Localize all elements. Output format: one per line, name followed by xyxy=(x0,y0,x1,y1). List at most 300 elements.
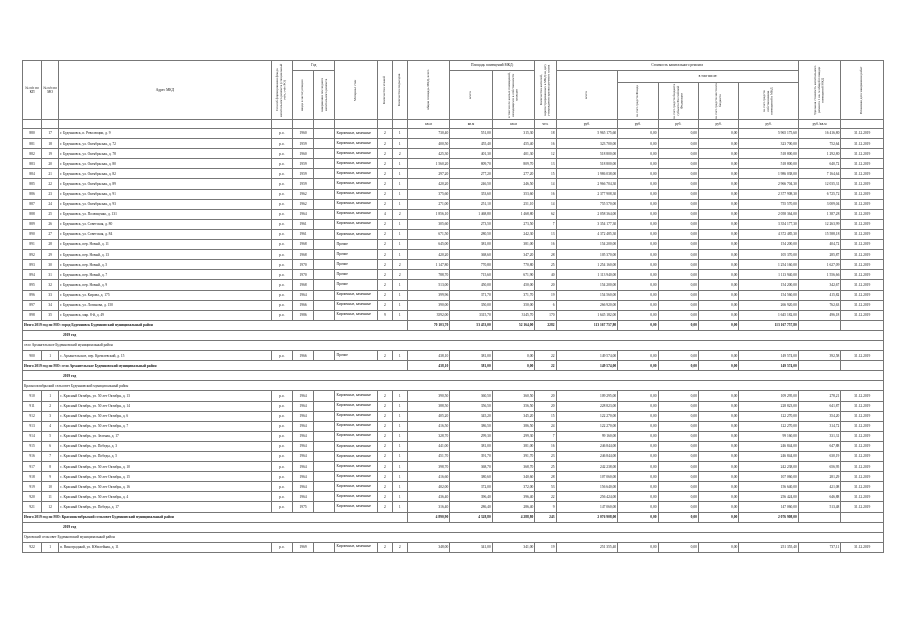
table-cell: 1 xyxy=(392,240,407,250)
table-cell: 277,20 xyxy=(492,169,535,179)
table-cell xyxy=(314,300,335,310)
table-cell: 401,30 xyxy=(450,149,493,159)
header-cell: за счет средств местного бюджета xyxy=(698,83,738,120)
table-cell: 1986 xyxy=(292,310,313,320)
table-cell: 53 xyxy=(535,482,556,492)
table-cell: 31.12.2019 xyxy=(841,290,884,300)
table-cell: 1 254 160,00 xyxy=(556,260,618,270)
table-row xyxy=(23,351,884,361)
total-cell: 2282 xyxy=(535,320,556,330)
table-cell: 0,00 xyxy=(618,492,658,502)
table-cell: 0,00 xyxy=(658,159,698,169)
table-cell: 314,72 xyxy=(798,421,841,431)
table-cell xyxy=(314,472,335,482)
table-cell: 31.12.2019 xyxy=(841,169,884,179)
table-cell: 0,00 xyxy=(658,351,698,361)
table-row xyxy=(23,401,884,411)
table-cell: 156 640,00 xyxy=(739,482,799,492)
table-cell: 0,00 xyxy=(618,199,658,209)
table-cell: 154 200,00 xyxy=(556,240,618,250)
table-cell: 0,00 xyxy=(658,401,698,411)
table-cell: 1960 xyxy=(292,129,313,139)
table-cell: 900 xyxy=(23,351,42,361)
table-cell: Кирпичные, каменные xyxy=(335,219,378,229)
table-cell: р.о. xyxy=(271,472,292,482)
table-cell: 1 xyxy=(392,492,407,502)
table-cell: 2 xyxy=(377,401,392,411)
table-cell: 0,00 xyxy=(658,209,698,219)
table-cell: 328,70 xyxy=(407,431,450,441)
total-cell: 113 167 757,80 xyxy=(556,320,618,330)
table-cell: 23 xyxy=(535,452,556,462)
total-cell: 4 328,80 xyxy=(450,512,493,522)
table-cell: 0,00 xyxy=(698,209,738,219)
table-cell: 2 xyxy=(377,391,392,401)
table-cell: 31.12.2019 xyxy=(841,310,884,320)
table-cell: 246 844,00 xyxy=(739,452,799,462)
table-cell: 31.12.2019 xyxy=(841,149,884,159)
table-cell xyxy=(314,441,335,451)
table-cell: 1964 xyxy=(292,452,313,462)
table-cell: 372,00 xyxy=(450,482,493,492)
header-cell: в том числе: xyxy=(618,71,799,83)
table-cell: 0,00 xyxy=(618,139,658,149)
table-cell: 396,40 xyxy=(450,492,493,502)
table-cell: 0,00 xyxy=(618,542,658,552)
table-row xyxy=(23,502,884,512)
table-cell: 26 xyxy=(42,219,59,229)
empty-cell xyxy=(841,512,884,522)
table-cell: 0,00 xyxy=(658,240,698,250)
table-cell: 0,00 xyxy=(618,472,658,482)
header-cell: Плановая дата завершения работ xyxy=(841,61,884,120)
total-cell: 2 076 908,00 xyxy=(556,512,618,522)
table-cell: 0,00 xyxy=(618,351,658,361)
table-cell: с. Красный Октябрь, ул. 50 лет Октября, д. 13 xyxy=(59,391,272,401)
table-cell: 2 xyxy=(377,421,392,431)
table-cell: 1 xyxy=(392,351,407,361)
table-cell: 1964 xyxy=(292,209,313,219)
table-cell: 0,00 xyxy=(658,179,698,189)
total-cell: 149 574,00 xyxy=(556,361,618,371)
table-cell: 11 xyxy=(42,492,59,502)
header-cell: за счет средств бюджета субъекта Российской Федерации xyxy=(658,83,698,120)
total-cell: 0,00 xyxy=(618,512,658,522)
total-cell: 381,00 xyxy=(450,361,493,371)
table-cell: 0,00 xyxy=(658,391,698,401)
table-cell xyxy=(314,492,335,502)
table-cell: 388,50 xyxy=(407,401,450,411)
table-cell: 19 xyxy=(535,542,556,552)
table-cell: 1 xyxy=(392,129,407,139)
table-cell: 896 xyxy=(23,290,42,300)
table-cell: с. Красный Октябрь, ул. Победы, д. 5 xyxy=(59,452,272,462)
table-row xyxy=(23,290,884,300)
table-row xyxy=(23,129,884,139)
table-cell: 31.12.2019 xyxy=(841,462,884,472)
table-cell: 2 xyxy=(377,452,392,462)
table-cell: 2 xyxy=(377,411,392,421)
table-cell: 402,00 xyxy=(407,482,450,492)
table-row xyxy=(23,149,884,159)
table-cell: г. Буденновск, ул. Октябрьская, д. 93 xyxy=(59,199,272,209)
table-cell: 31.12.2019 xyxy=(841,502,884,512)
table-cell: 299,30 xyxy=(450,431,493,441)
table-cell: 1 xyxy=(392,502,407,512)
table-row xyxy=(23,229,884,239)
table-cell: 2 xyxy=(377,472,392,482)
table-body xyxy=(23,129,884,553)
table-cell: 911 xyxy=(23,401,42,411)
table-cell: р.о. xyxy=(271,139,292,149)
table-cell: 788,70 xyxy=(407,270,450,280)
table-cell: 342,67 xyxy=(798,280,841,290)
table-cell xyxy=(314,229,335,239)
table-cell: 1 xyxy=(392,290,407,300)
table-cell: 0,00 xyxy=(698,431,738,441)
total-cell: 0,00 xyxy=(492,361,535,371)
table-cell: 348,00 xyxy=(407,542,450,552)
table-cell: г. Буденновск, ул. Октябрьская, д. 91 xyxy=(59,189,272,199)
total-row xyxy=(23,512,884,522)
table-cell: 0,00 xyxy=(618,169,658,179)
table-cell: Кирпичные, каменные xyxy=(335,129,378,139)
table-cell: 350,00 xyxy=(450,300,493,310)
table-cell: 0,00 xyxy=(658,310,698,320)
header-cell: Удельная стоимость капитального ремонта 1 кв. м общей площади помещений МКД xyxy=(798,61,841,120)
table-cell: г. Буденновск, пер. Новый, д. 5 xyxy=(59,260,272,270)
table-cell: 372,00 xyxy=(492,482,535,492)
table-cell: 3 354 177,30 xyxy=(739,219,799,229)
empty-cell xyxy=(841,361,884,371)
table-cell xyxy=(314,462,335,472)
table-cell: 156 640,00 xyxy=(556,482,618,492)
table-cell: 425,30 xyxy=(407,149,450,159)
total-cell: 53 453,00 xyxy=(450,320,493,330)
table-cell: Прочие xyxy=(335,351,378,361)
table-cell: 5 xyxy=(42,431,59,441)
table-cell: 0,00 xyxy=(658,482,698,492)
empty-cell xyxy=(798,512,841,522)
table-cell: 354,20 xyxy=(798,411,841,421)
table-cell xyxy=(314,411,335,421)
table-cell: 1968 xyxy=(292,280,313,290)
table-cell: 910 xyxy=(23,391,42,401)
table-cell: 518 800,00 xyxy=(739,159,799,169)
table-cell: 1 xyxy=(392,139,407,149)
table-cell: 29 xyxy=(42,250,59,260)
table-cell: 0,00 xyxy=(618,270,658,280)
table-cell: 1961 xyxy=(292,229,313,239)
header-cell: Площадь помещений МКД: xyxy=(450,61,535,71)
table-cell: 147 060,00 xyxy=(556,502,618,512)
table-cell: 1 xyxy=(392,472,407,482)
table-cell: р.о. xyxy=(271,169,292,179)
table-cell: с. Красный Октябрь, ул. Зеленая, д. 17 xyxy=(59,431,272,441)
total-row xyxy=(23,361,884,371)
table-cell: 755 570,00 xyxy=(556,199,618,209)
table-cell: 2 xyxy=(392,149,407,159)
table-cell: 31.12.2019 xyxy=(841,391,884,401)
total-label: Итого 2019 год по МО: город Буденновск Буденновский муниципальный район xyxy=(23,320,408,330)
header-cell: всего xyxy=(556,71,618,120)
table-cell: 1 xyxy=(392,482,407,492)
table-cell: 1 xyxy=(392,179,407,189)
table-cell: 1 468,80 xyxy=(450,209,493,219)
table-cell: 4 xyxy=(377,209,392,219)
table-cell: 392,58 xyxy=(798,351,841,361)
table-cell: 656,95 xyxy=(798,462,841,472)
table-cell: 6 xyxy=(535,300,556,310)
table-cell: 0,00 xyxy=(618,421,658,431)
table-cell xyxy=(314,250,335,260)
header-cell: за счет средств Фонда xyxy=(618,83,658,120)
table-cell: 2 966 704,30 xyxy=(556,179,618,189)
table-cell: 228 823,00 xyxy=(739,401,799,411)
table-cell: 251,10 xyxy=(492,199,535,209)
table-cell: 893 xyxy=(23,260,42,270)
total-cell: 22 xyxy=(535,361,556,371)
table-cell: 371,70 xyxy=(450,290,493,300)
table-cell: 730,40 xyxy=(407,129,450,139)
table-cell: 323 700,00 xyxy=(556,139,618,149)
table-cell: 31 xyxy=(42,270,59,280)
table-cell: 266 920,00 xyxy=(739,300,799,310)
municipality-row xyxy=(23,532,884,542)
header-cell: в том числе жилых помещений, находящихся в собственности граждан xyxy=(492,71,535,120)
table-cell: 271,00 xyxy=(407,199,450,209)
table-cell: 2 xyxy=(377,492,392,502)
table-cell: 1 986 038,00 xyxy=(739,169,799,179)
table-cell: 2 xyxy=(377,189,392,199)
table-cell: 1 xyxy=(392,441,407,451)
header-cell: Адрес МКД xyxy=(59,61,272,120)
table-cell: 912 xyxy=(23,411,42,421)
section-year-row xyxy=(23,330,884,340)
table-cell: 2 xyxy=(377,290,392,300)
table-cell: 14 xyxy=(535,199,556,209)
table-cell: 24 xyxy=(535,421,556,431)
table-cell: Прочие xyxy=(335,260,378,270)
table-cell: 2 xyxy=(392,270,407,280)
table-cell: 0,00 xyxy=(618,391,658,401)
table-cell: 31.12.2019 xyxy=(841,401,884,411)
table-cell: 888 xyxy=(23,209,42,219)
table-cell: 1968 xyxy=(292,250,313,260)
table-row xyxy=(23,300,884,310)
table-cell: 1 xyxy=(392,452,407,462)
table-cell: 341,00 xyxy=(492,542,535,552)
table-cell: 1 986 038,00 xyxy=(556,169,618,179)
table-cell: р.о. xyxy=(271,240,292,250)
table-cell: 31.12.2019 xyxy=(841,270,884,280)
table-cell: 2 966 704,30 xyxy=(739,179,799,189)
table-cell xyxy=(314,209,335,219)
total-cell: 4 288,80 xyxy=(492,512,535,522)
table-cell: 890 xyxy=(23,229,42,239)
header-cell: № п/п по КП xyxy=(23,61,42,120)
table-cell: 1 254 160,00 xyxy=(739,260,799,270)
total-label: Итого 2019 год по МО: село Архангельское Буденновский муниципальный район xyxy=(23,361,408,371)
table-cell: 356,50 xyxy=(450,401,493,411)
table-cell: 892 xyxy=(23,250,42,260)
table-cell: Кирпичные, каменные xyxy=(335,441,378,451)
table-cell xyxy=(314,391,335,401)
table-cell: 894 xyxy=(23,270,42,280)
table-cell: 0,00 xyxy=(658,250,698,260)
table-cell: 2 xyxy=(377,159,392,169)
table-cell: р.о. xyxy=(271,441,292,451)
table-row xyxy=(23,431,884,441)
table-cell: 345,20 xyxy=(450,411,493,421)
header-cell: Материал стен xyxy=(335,61,378,120)
table-cell: Кирпичные, каменные xyxy=(335,452,378,462)
table-cell: 2 xyxy=(377,441,392,451)
total-cell: 149 574,00 xyxy=(739,361,799,371)
table-cell: 251,10 xyxy=(450,199,493,209)
table-cell: 1 147,80 xyxy=(407,260,450,270)
table-cell: 0,00 xyxy=(658,290,698,300)
table-cell xyxy=(314,139,335,149)
table-cell: 1 xyxy=(392,310,407,320)
table-cell: 281,29 xyxy=(798,472,841,482)
table-cell: Кирпичные, каменные xyxy=(335,229,378,239)
table-cell: 256 424,00 xyxy=(739,492,799,502)
table-cell: 31.12.2019 xyxy=(841,421,884,431)
header-cell: ввода в эксплуатацию xyxy=(292,71,313,120)
table-cell: 273,50 xyxy=(450,219,493,229)
table-cell: 316,40 xyxy=(407,502,450,512)
table-cell: 1 292,80 xyxy=(798,149,841,159)
table-cell: 3315,70 xyxy=(450,310,493,320)
table-cell: Прочие xyxy=(335,270,378,280)
table-cell: 1 xyxy=(392,401,407,411)
table-cell: 246,50 xyxy=(450,179,493,189)
table-cell: 0,00 xyxy=(698,260,738,270)
table-cell: 22 xyxy=(42,179,59,189)
table-cell: 0,00 xyxy=(698,452,738,462)
table-cell: р.о. xyxy=(271,129,292,139)
table-cell: 386,50 xyxy=(492,421,535,431)
table-cell: Кирпичные, каменные xyxy=(335,179,378,189)
table-cell: 360,50 xyxy=(492,391,535,401)
table-cell: 1 645 182,00 xyxy=(739,310,799,320)
table-cell: р.о. xyxy=(271,280,292,290)
table-cell xyxy=(314,159,335,169)
table-cell: 1 xyxy=(42,351,59,361)
table-cell: 0,00 xyxy=(658,189,698,199)
table-cell: 885 xyxy=(23,179,42,189)
table-cell: 9 xyxy=(377,310,392,320)
table-cell: 341,00 xyxy=(450,542,493,552)
table-cell: 7 xyxy=(535,219,556,229)
table-cell: 15 xyxy=(535,411,556,421)
total-cell: 52 164,00 xyxy=(492,320,535,330)
table-cell: 0,00 xyxy=(618,149,658,159)
table-cell: 305,60 xyxy=(407,219,450,229)
table-cell: 31.12.2019 xyxy=(841,300,884,310)
table-row xyxy=(23,219,884,229)
table-cell: 154 200,00 xyxy=(556,280,618,290)
table-cell: Кирпичные, каменные xyxy=(335,290,378,300)
table-cell: 1 xyxy=(392,189,407,199)
table-row xyxy=(23,209,884,219)
table-cell: 246,50 xyxy=(492,179,535,189)
table-cell: 368,70 xyxy=(492,462,535,472)
table-cell: 381,00 xyxy=(492,240,535,250)
table-cell: 251 355,40 xyxy=(556,542,618,552)
table-header-row xyxy=(23,61,884,71)
table-cell: 0,00 xyxy=(618,229,658,239)
table-cell: 2 xyxy=(377,149,392,159)
table-cell xyxy=(314,452,335,462)
table-cell: 22 xyxy=(535,492,556,502)
table-cell: 4 372 485,30 xyxy=(739,229,799,239)
table-cell: 2 xyxy=(377,351,392,361)
table-cell: Кирпичные, каменные xyxy=(335,300,378,310)
table-cell: 242 238,00 xyxy=(739,462,799,472)
table-cell: 441,00 xyxy=(407,441,450,451)
table-cell xyxy=(314,189,335,199)
table-cell: 1975 xyxy=(292,502,313,512)
table-cell: 20 xyxy=(535,391,556,401)
table-cell: 12 xyxy=(42,502,59,512)
table-cell: 8 xyxy=(42,462,59,472)
table-cell: 105 370,00 xyxy=(739,250,799,260)
table-cell: 122 270,00 xyxy=(739,421,799,431)
table-cell: 438,10 xyxy=(407,351,450,361)
header-cell: всего xyxy=(450,71,493,120)
empty-cell xyxy=(798,320,841,330)
table-cell: 1966 xyxy=(292,300,313,310)
total-cell: 0,00 xyxy=(698,361,738,371)
table-cell: 122 270,00 xyxy=(739,411,799,421)
table-cell: г. Буденновск, ул. Октябрьская, д. 82 xyxy=(59,169,272,179)
table-cell: 31.12.2019 xyxy=(841,351,884,361)
table-cell: 2 058 364,00 xyxy=(739,209,799,219)
table-cell: г. Буденновск, пер. Новый, д. 11 xyxy=(59,240,272,250)
table-cell: 246 844,00 xyxy=(556,441,618,451)
table-cell: 0,00 xyxy=(698,472,738,482)
table-cell: 15 xyxy=(535,169,556,179)
table-cell: 0,00 xyxy=(698,149,738,159)
table-cell: с. Красный Октябрь, ул. 50 лет Октября, д. 10 xyxy=(59,462,272,472)
table-row xyxy=(23,472,884,482)
table-cell: р.о. xyxy=(271,401,292,411)
total-cell: 0,00 xyxy=(618,320,658,330)
table-cell: 170 xyxy=(535,310,556,320)
table-cell: 914 xyxy=(23,431,42,441)
table-cell: 0,00 xyxy=(618,189,658,199)
table-cell: р.о. xyxy=(271,290,292,300)
table-cell: 2 xyxy=(377,219,392,229)
table-cell: 323 700,00 xyxy=(739,139,799,149)
table-cell: 285,87 xyxy=(798,250,841,260)
table-cell: 0,00 xyxy=(618,129,658,139)
table-cell: 886 xyxy=(23,189,42,199)
total-cell: 243 xyxy=(535,512,556,522)
table-cell: 1 645 182,00 xyxy=(556,310,618,320)
table-cell: 31.12.2019 xyxy=(841,542,884,552)
table-cell: г. Буденновск, ул. Кирова, д. 175 xyxy=(59,290,272,300)
table-cell: 1964 xyxy=(292,421,313,431)
table-cell: 380,60 xyxy=(450,472,493,482)
table-cell: 884 xyxy=(23,169,42,179)
table-cell: 0,00 xyxy=(658,502,698,512)
table-row xyxy=(23,310,884,320)
table-cell: 353,60 xyxy=(450,189,493,199)
table-cell: 34 xyxy=(42,300,59,310)
